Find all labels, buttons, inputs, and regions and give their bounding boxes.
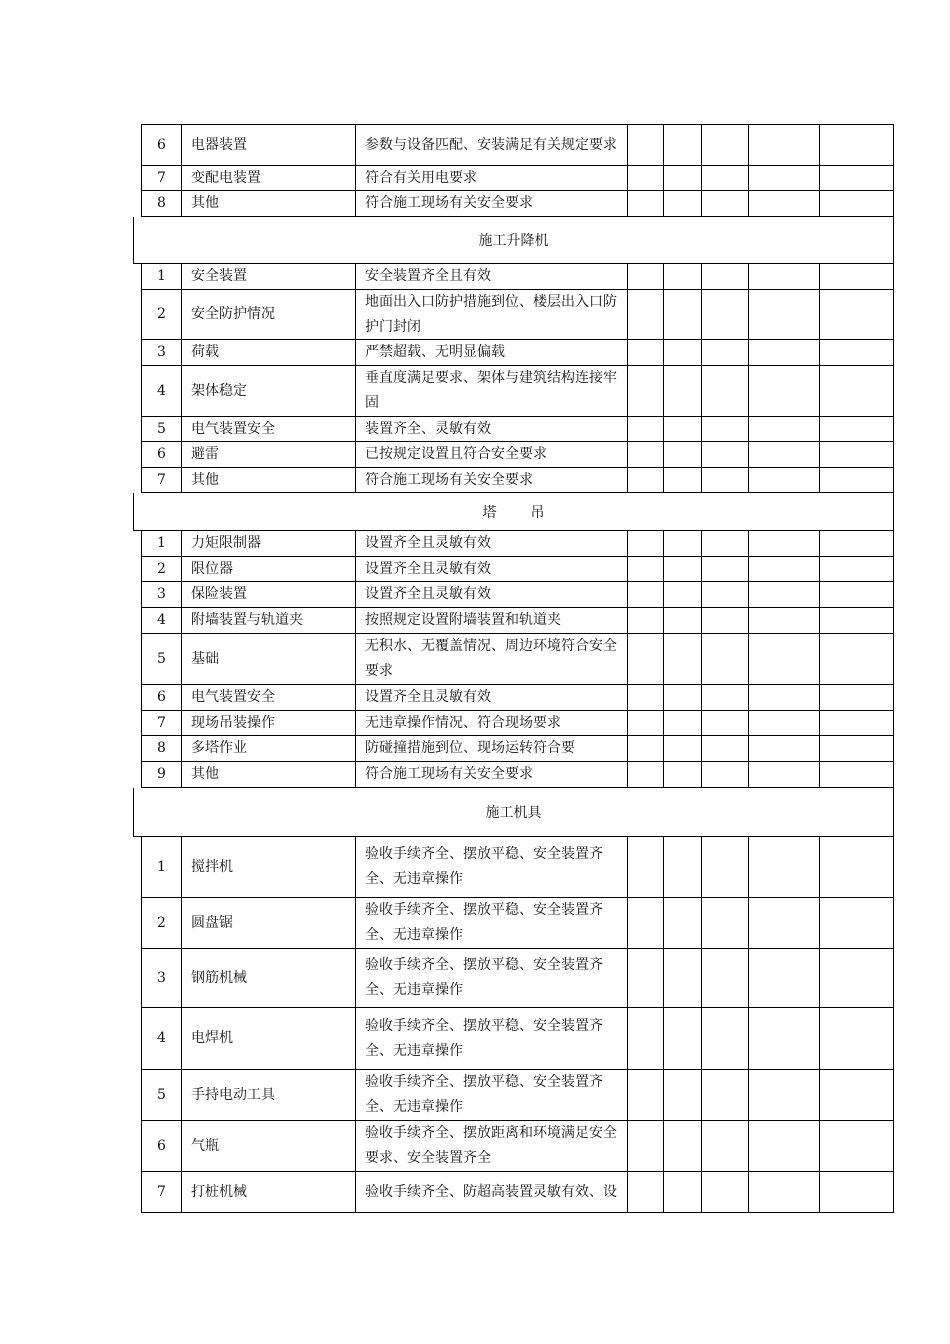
result-cell-5 (819, 1070, 894, 1121)
result-cell-4 (748, 191, 819, 217)
result-cell-1 (627, 191, 663, 217)
result-cell-1 (627, 837, 663, 898)
result-cell-5 (819, 1172, 894, 1213)
result-cell-1 (627, 898, 663, 949)
result-cell-4 (748, 340, 819, 366)
check-item: 气瓶 (181, 1121, 355, 1172)
result-cell-5 (819, 1121, 894, 1172)
check-item: 保险装置 (181, 582, 355, 608)
check-item: 圆盘锯 (181, 898, 355, 949)
result-cell-1 (627, 290, 663, 340)
result-cell-1 (627, 264, 663, 290)
result-cell-5 (819, 608, 894, 634)
result-cell-5 (819, 442, 894, 468)
check-requirement: 验收手续齐全、摆放平稳、安全装置齐全、无违章操作 (355, 1070, 627, 1121)
result-cell-3 (701, 898, 748, 949)
result-cell-3 (701, 264, 748, 290)
result-cell-4 (748, 125, 819, 166)
check-item: 附墙装置与轨道夹 (181, 608, 355, 634)
check-requirement: 地面出入口防护措施到位、楼层出入口防护门封闭 (355, 290, 627, 340)
result-cell-1 (627, 557, 663, 582)
result-cell-3 (701, 762, 748, 788)
check-requirement: 按照规定设置附墙装置和轨道夹 (355, 608, 627, 634)
result-cell-2 (663, 366, 701, 417)
result-cell-3 (701, 290, 748, 340)
row-number: 7 (142, 166, 181, 191)
result-cell-4 (748, 711, 819, 736)
result-cell-2 (663, 898, 701, 949)
check-requirement: 参数与设备匹配、安装满足有关规定要求 (355, 125, 627, 166)
check-item: 其他 (181, 468, 355, 493)
row-number: 3 (142, 340, 181, 366)
check-requirement: 验收手续齐全、摆放平稳、安全装置齐全、无违章操作 (355, 949, 627, 1008)
table-row (141, 264, 894, 290)
table-row (141, 124, 894, 166)
check-requirement: 设置齐全且灵敏有效 (355, 531, 627, 557)
row-number: 6 (142, 125, 181, 166)
result-cell-2 (663, 191, 701, 217)
table-row (141, 711, 894, 736)
result-cell-3 (701, 191, 748, 217)
result-cell-4 (748, 582, 819, 608)
result-cell-5 (819, 264, 894, 290)
result-cell-4 (748, 366, 819, 417)
row-number: 2 (142, 290, 181, 340)
result-cell-2 (663, 837, 701, 898)
result-cell-1 (627, 711, 663, 736)
check-requirement: 验收手续齐全、摆放距离和环境满足安全要求、安全装置齐全 (355, 1121, 627, 1172)
result-cell-4 (748, 417, 819, 442)
table-row (141, 898, 894, 949)
result-cell-1 (627, 736, 663, 762)
result-cell-5 (819, 557, 894, 582)
check-requirement: 符合施工现场有关安全要求 (355, 191, 627, 217)
result-cell-4 (748, 685, 819, 711)
result-cell-5 (819, 166, 894, 191)
table-row (141, 191, 894, 217)
result-cell-3 (701, 340, 748, 366)
check-requirement: 符合有关用电要求 (355, 166, 627, 191)
result-cell-1 (627, 949, 663, 1008)
row-number: 7 (142, 468, 181, 493)
result-cell-1 (627, 366, 663, 417)
check-item: 避雷 (181, 442, 355, 468)
result-cell-4 (748, 1008, 819, 1070)
row-number: 6 (142, 685, 181, 711)
check-item: 钢筋机械 (181, 949, 355, 1008)
section-title: 施工机具 (485, 805, 542, 821)
result-cell-5 (819, 290, 894, 340)
check-requirement: 无积水、无覆盖情况、周边环境符合安全要求 (355, 634, 627, 685)
check-item: 安全装置 (181, 264, 355, 290)
result-cell-5 (819, 366, 894, 417)
check-item: 手持电动工具 (181, 1070, 355, 1121)
result-cell-4 (748, 264, 819, 290)
result-cell-5 (819, 949, 894, 1008)
table-row (141, 442, 894, 468)
result-cell-5 (819, 634, 894, 685)
row-number: 2 (142, 557, 181, 582)
row-number: 7 (142, 711, 181, 736)
check-requirement: 设置齐全且灵敏有效 (355, 557, 627, 582)
result-cell-4 (748, 290, 819, 340)
check-requirement: 验收手续齐全、摆放平稳、安全装置齐全、无违章操作 (355, 837, 627, 898)
result-cell-1 (627, 634, 663, 685)
table-row (141, 366, 894, 417)
check-requirement: 验收手续齐全、摆放平稳、安全装置齐全、无违章操作 (355, 1008, 627, 1070)
result-cell-5 (819, 736, 894, 762)
result-cell-4 (748, 1172, 819, 1213)
row-number: 1 (142, 531, 181, 557)
result-cell-2 (663, 290, 701, 340)
table-row (141, 736, 894, 762)
table-row (141, 1008, 894, 1070)
result-cell-3 (701, 531, 748, 557)
result-cell-1 (627, 531, 663, 557)
check-item: 其他 (181, 191, 355, 217)
result-cell-4 (748, 736, 819, 762)
result-cell-5 (819, 417, 894, 442)
result-cell-4 (748, 949, 819, 1008)
row-number: 3 (142, 949, 181, 1008)
check-requirement: 无违章操作情况、符合现场要求 (355, 711, 627, 736)
result-cell-1 (627, 1070, 663, 1121)
result-cell-4 (748, 898, 819, 949)
section-title: 施工升降机 (478, 233, 549, 249)
table-row (141, 1121, 894, 1172)
result-cell-5 (819, 898, 894, 949)
row-number: 4 (142, 366, 181, 417)
result-cell-2 (663, 264, 701, 290)
row-number: 8 (142, 191, 181, 217)
result-cell-3 (701, 736, 748, 762)
result-cell-2 (663, 1070, 701, 1121)
result-cell-3 (701, 608, 748, 634)
check-requirement: 符合施工现场有关安全要求 (355, 762, 627, 788)
result-cell-2 (663, 531, 701, 557)
result-cell-3 (701, 125, 748, 166)
section-header (133, 788, 894, 837)
result-cell-2 (663, 125, 701, 166)
check-requirement: 严禁超载、无明显偏载 (355, 340, 627, 366)
result-cell-5 (819, 711, 894, 736)
result-cell-3 (701, 685, 748, 711)
result-cell-1 (627, 762, 663, 788)
result-cell-2 (663, 1008, 701, 1070)
table-row (141, 949, 894, 1008)
row-number: 9 (142, 762, 181, 788)
check-item: 力矩限制器 (181, 531, 355, 557)
result-cell-1 (627, 417, 663, 442)
result-cell-3 (701, 582, 748, 608)
result-cell-4 (748, 442, 819, 468)
check-item: 打桩机械 (181, 1172, 355, 1213)
table-row (141, 340, 894, 366)
table-row (141, 1070, 894, 1121)
check-item: 其他 (181, 762, 355, 788)
result-cell-2 (663, 166, 701, 191)
result-cell-2 (663, 557, 701, 582)
check-item: 搅拌机 (181, 837, 355, 898)
result-cell-3 (701, 366, 748, 417)
check-item: 电气装置安全 (181, 417, 355, 442)
row-number: 4 (142, 1008, 181, 1070)
result-cell-2 (663, 340, 701, 366)
result-cell-1 (627, 1121, 663, 1172)
check-item: 电气装置安全 (181, 685, 355, 711)
result-cell-2 (663, 711, 701, 736)
result-cell-1 (627, 442, 663, 468)
check-requirement: 符合施工现场有关安全要求 (355, 468, 627, 493)
result-cell-5 (819, 340, 894, 366)
check-requirement: 防碰撞措施到位、现场运转符合要 (355, 736, 627, 762)
result-cell-5 (819, 125, 894, 166)
result-cell-3 (701, 417, 748, 442)
result-cell-2 (663, 949, 701, 1008)
result-cell-2 (663, 582, 701, 608)
table-row (141, 837, 894, 898)
check-item: 安全防护情况 (181, 290, 355, 340)
section-header (133, 217, 894, 264)
check-item: 荷载 (181, 340, 355, 366)
row-number: 6 (142, 442, 181, 468)
row-number: 5 (142, 634, 181, 685)
result-cell-4 (748, 762, 819, 788)
check-item: 架体稳定 (181, 366, 355, 417)
check-item: 电器装置 (181, 125, 355, 166)
result-cell-4 (748, 468, 819, 493)
row-number: 7 (142, 1172, 181, 1213)
result-cell-3 (701, 1121, 748, 1172)
row-number: 4 (142, 608, 181, 634)
result-cell-2 (663, 736, 701, 762)
result-cell-4 (748, 608, 819, 634)
result-cell-2 (663, 634, 701, 685)
table-row (141, 468, 894, 493)
check-requirement: 设置齐全且灵敏有效 (355, 582, 627, 608)
result-cell-2 (663, 417, 701, 442)
result-cell-2 (663, 1121, 701, 1172)
result-cell-4 (748, 634, 819, 685)
table-row (141, 166, 894, 191)
result-cell-1 (627, 166, 663, 191)
check-item: 多塔作业 (181, 736, 355, 762)
result-cell-1 (627, 1008, 663, 1070)
row-number: 3 (142, 582, 181, 608)
table-row (141, 1172, 894, 1213)
result-cell-4 (748, 557, 819, 582)
result-cell-3 (701, 166, 748, 191)
section-header (133, 493, 894, 531)
row-number: 2 (142, 898, 181, 949)
table-row (141, 531, 894, 557)
result-cell-3 (701, 837, 748, 898)
check-item: 变配电装置 (181, 166, 355, 191)
result-cell-1 (627, 468, 663, 493)
check-requirement: 验收手续齐全、摆放平稳、安全装置齐全、无违章操作 (355, 898, 627, 949)
table-row (141, 417, 894, 442)
result-cell-3 (701, 1172, 748, 1213)
check-item: 基础 (181, 634, 355, 685)
result-cell-1 (627, 125, 663, 166)
check-item: 限位器 (181, 557, 355, 582)
result-cell-3 (701, 634, 748, 685)
result-cell-5 (819, 1008, 894, 1070)
table-row (141, 634, 894, 685)
row-number: 5 (142, 1070, 181, 1121)
check-item: 电焊机 (181, 1008, 355, 1070)
result-cell-3 (701, 949, 748, 1008)
check-requirement: 垂直度满足要求、架体与建筑结构连接牢固 (355, 366, 627, 417)
check-requirement: 安全装置齐全且有效 (355, 264, 627, 290)
check-requirement: 装置齐全、灵敏有效 (355, 417, 627, 442)
result-cell-1 (627, 582, 663, 608)
result-cell-2 (663, 468, 701, 493)
result-cell-3 (701, 1008, 748, 1070)
result-cell-1 (627, 340, 663, 366)
result-cell-5 (819, 837, 894, 898)
row-number: 1 (142, 264, 181, 290)
result-cell-4 (748, 1070, 819, 1121)
check-requirement: 已按规定设置且符合安全要求 (355, 442, 627, 468)
section-title: 塔吊 (482, 504, 579, 521)
result-cell-2 (663, 608, 701, 634)
table-row (141, 557, 894, 582)
row-number: 5 (142, 417, 181, 442)
check-item: 现场吊装操作 (181, 711, 355, 736)
result-cell-2 (663, 685, 701, 711)
result-cell-5 (819, 468, 894, 493)
row-number: 6 (142, 1121, 181, 1172)
result-cell-4 (748, 837, 819, 898)
table-row (141, 290, 894, 340)
table-row (141, 762, 894, 788)
result-cell-4 (748, 166, 819, 191)
row-number: 1 (142, 837, 181, 898)
result-cell-4 (748, 531, 819, 557)
table-row (141, 685, 894, 711)
result-cell-2 (663, 442, 701, 468)
result-cell-5 (819, 191, 894, 217)
result-cell-3 (701, 711, 748, 736)
result-cell-1 (627, 608, 663, 634)
check-requirement: 验收手续齐全、防超高装置灵敏有效、设 (355, 1172, 627, 1213)
result-cell-5 (819, 582, 894, 608)
table-row (141, 608, 894, 634)
result-cell-2 (663, 1172, 701, 1213)
result-cell-4 (748, 1121, 819, 1172)
result-cell-5 (819, 762, 894, 788)
result-cell-5 (819, 685, 894, 711)
result-cell-1 (627, 1172, 663, 1213)
result-cell-3 (701, 442, 748, 468)
result-cell-3 (701, 557, 748, 582)
result-cell-2 (663, 762, 701, 788)
result-cell-3 (701, 468, 748, 493)
check-requirement: 设置齐全且灵敏有效 (355, 685, 627, 711)
table-row (141, 582, 894, 608)
result-cell-3 (701, 1070, 748, 1121)
result-cell-1 (627, 685, 663, 711)
row-number: 8 (142, 736, 181, 762)
result-cell-5 (819, 531, 894, 557)
